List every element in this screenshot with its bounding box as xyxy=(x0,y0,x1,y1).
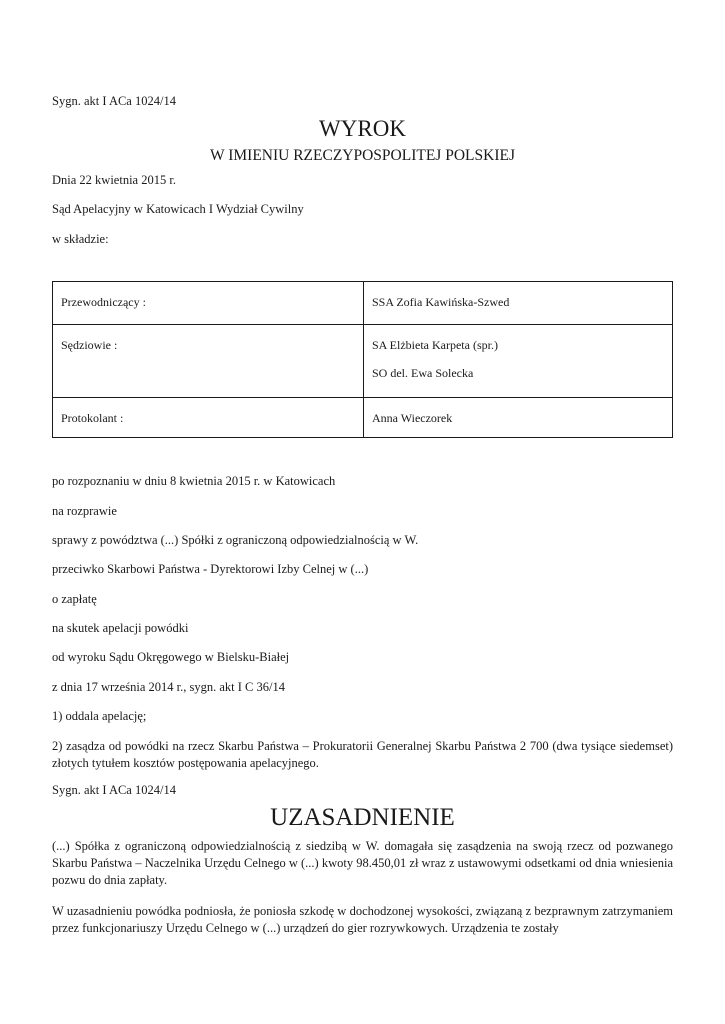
presiding-label: Przewodniczący : xyxy=(53,282,364,325)
proceedings-line-8: z dnia 17 września 2014 r., sygn. akt I C 36/14 xyxy=(52,680,285,694)
proceedings-line-2: na rozprawie xyxy=(52,504,117,518)
justification-paragraph-1: (...) Spółka z ograniczoną odpowiedzialnością z siedzibą w W. domagała się zasądzenia na swoją rzecz od pozwanego Skarbu Państwa – Naczelnika Urzędu Celnego w (...) kwoty 98.450,01 zł wraz z ustawowymi odsetkami od dnia wniesienia pozwu do dnia zapłaty. xyxy=(52,839,673,887)
clerk-name: Anna Wieczorek xyxy=(364,398,673,438)
court-name: Sąd Apelacyjny w Katowicach I Wydział Cywilny xyxy=(52,202,304,216)
case-signature-top: Sygn. akt I ACa 1024/14 xyxy=(52,94,176,108)
case-signature-justification: Sygn. akt I ACa 1024/14 xyxy=(52,783,176,797)
judgment-title: WYROK xyxy=(319,116,406,141)
presiding-name: SSA Zofia Kawińska-Szwed xyxy=(364,282,673,325)
table-row-presiding xyxy=(53,282,673,325)
table-row-judges xyxy=(53,325,673,398)
judgment-date: Dnia 22 kwietnia 2015 r. xyxy=(52,173,176,187)
justification-title: UZASADNIENIE xyxy=(270,804,455,831)
table-row-clerk xyxy=(53,398,673,438)
proceedings-line-3: sprawy z powództwa (...) Spółki z ograniczoną odpowiedzialnością w W. xyxy=(52,533,419,547)
proceedings-line-6: na skutek apelacji powódki xyxy=(52,621,189,635)
clerk-label: Protokolant : xyxy=(53,398,364,438)
judges-label: Sędziowie : xyxy=(53,325,364,398)
ruling-point-1: 1) oddala apelację; xyxy=(52,709,147,723)
proceedings-line-7: od wyroku Sądu Okręgowego w Bielsku-Białej xyxy=(52,650,290,664)
judges-cell xyxy=(364,325,673,398)
composition-label: w składzie: xyxy=(52,232,109,246)
judgment-subtitle: W IMIENIU RZECZYPOSPOLITEJ POLSKIEJ xyxy=(210,147,515,164)
justification-paragraph-2: W uzasadnieniu powódka podniosła, że poniosła szkodę w dochodzonej wysokości, związaną z bezprawnym zatrzymaniem przez funkcjonariuszy Urzędu Celnego w (...) urządzeń do gier rozrywkowych. Urządzenia te zostały xyxy=(52,904,673,935)
proceedings-line-1: po rozpoznaniu w dniu 8 kwietnia 2015 r. w Katowicach xyxy=(52,474,336,488)
judge-2-name: SO del. Ewa Solecka xyxy=(372,366,474,380)
proceedings-line-4: przeciwko Skarbowi Państwa - Dyrektorowi Izby Celnej w (...) xyxy=(52,562,369,576)
judge-1-name: SA Elżbieta Karpeta (spr.) xyxy=(372,338,498,352)
ruling-point-2: 2) zasądza od powódki na rzecz Skarbu Państwa – Prokuratorii Generalnej Skarbu Państwa 2 700 (dwa tysiące siedemset) złotych tytułem kosztów postępowania apelacyjnego. xyxy=(52,739,673,770)
court-composition-table xyxy=(52,281,673,438)
proceedings-line-5: o zapłatę xyxy=(52,592,97,606)
